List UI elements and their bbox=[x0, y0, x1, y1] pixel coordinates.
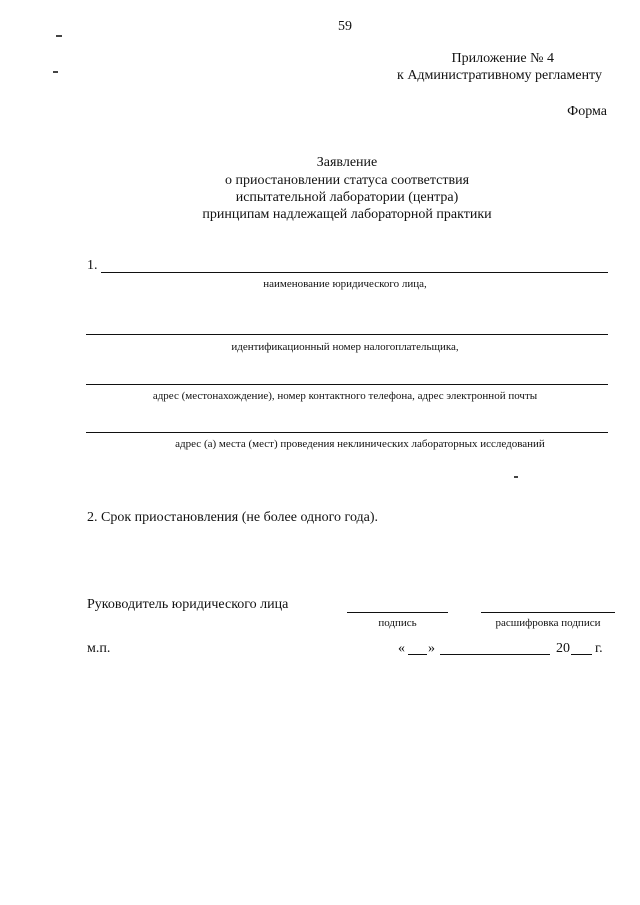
section-1-number: 1. bbox=[87, 258, 98, 273]
date-open-quote: « bbox=[398, 641, 405, 656]
date-close-quote: » bbox=[428, 641, 435, 656]
appendix-title: Приложение № 4 bbox=[451, 51, 554, 66]
date-day-line bbox=[408, 654, 427, 655]
address-line bbox=[86, 384, 608, 385]
signature-caption: подпись bbox=[378, 617, 417, 629]
document-subtitle-2: испытательной лаборатории (центра) bbox=[235, 190, 459, 205]
places-caption: адрес (а) места (мест) проведения неклинических лабораторных исследований bbox=[175, 438, 545, 450]
page-number: 59 bbox=[338, 19, 352, 34]
tax-id-line bbox=[86, 334, 608, 335]
address-caption: адрес (местонахождение), номер контактного телефона, адрес электронной почты bbox=[152, 390, 538, 402]
places-line bbox=[86, 432, 608, 433]
signature-line bbox=[347, 612, 448, 613]
stamp-label: м.п. bbox=[87, 641, 111, 656]
legal-name-line bbox=[101, 272, 608, 273]
appendix-subtitle: к Административному регламенту bbox=[397, 68, 602, 83]
signature-decode-line bbox=[481, 612, 615, 613]
tax-id-caption: идентификационный номер налогоплательщика, bbox=[231, 341, 459, 353]
date-year-line bbox=[571, 654, 592, 655]
document-subtitle-3: принципам надлежащей лабораторной практики bbox=[202, 207, 492, 222]
legal-name-caption: наименование юридического лица, bbox=[263, 278, 427, 290]
date-year-suffix: г. bbox=[595, 641, 603, 656]
document-title: Заявление bbox=[316, 155, 378, 170]
signature-decode-caption: расшифровка подписи bbox=[495, 617, 601, 629]
scan-mark bbox=[53, 71, 58, 73]
form-label: Форма bbox=[567, 104, 607, 119]
date-year-prefix: 20 bbox=[556, 641, 570, 656]
head-of-legal-entity-label: Руководитель юридического лица bbox=[87, 597, 289, 612]
suspension-term-text: 2. Срок приостановления (не более одного года). bbox=[87, 510, 379, 525]
date-month-line bbox=[440, 654, 550, 655]
document-subtitle-1: о приостановлении статуса соответствия bbox=[224, 173, 470, 188]
scan-mark bbox=[56, 35, 62, 37]
scan-mark bbox=[514, 476, 518, 478]
